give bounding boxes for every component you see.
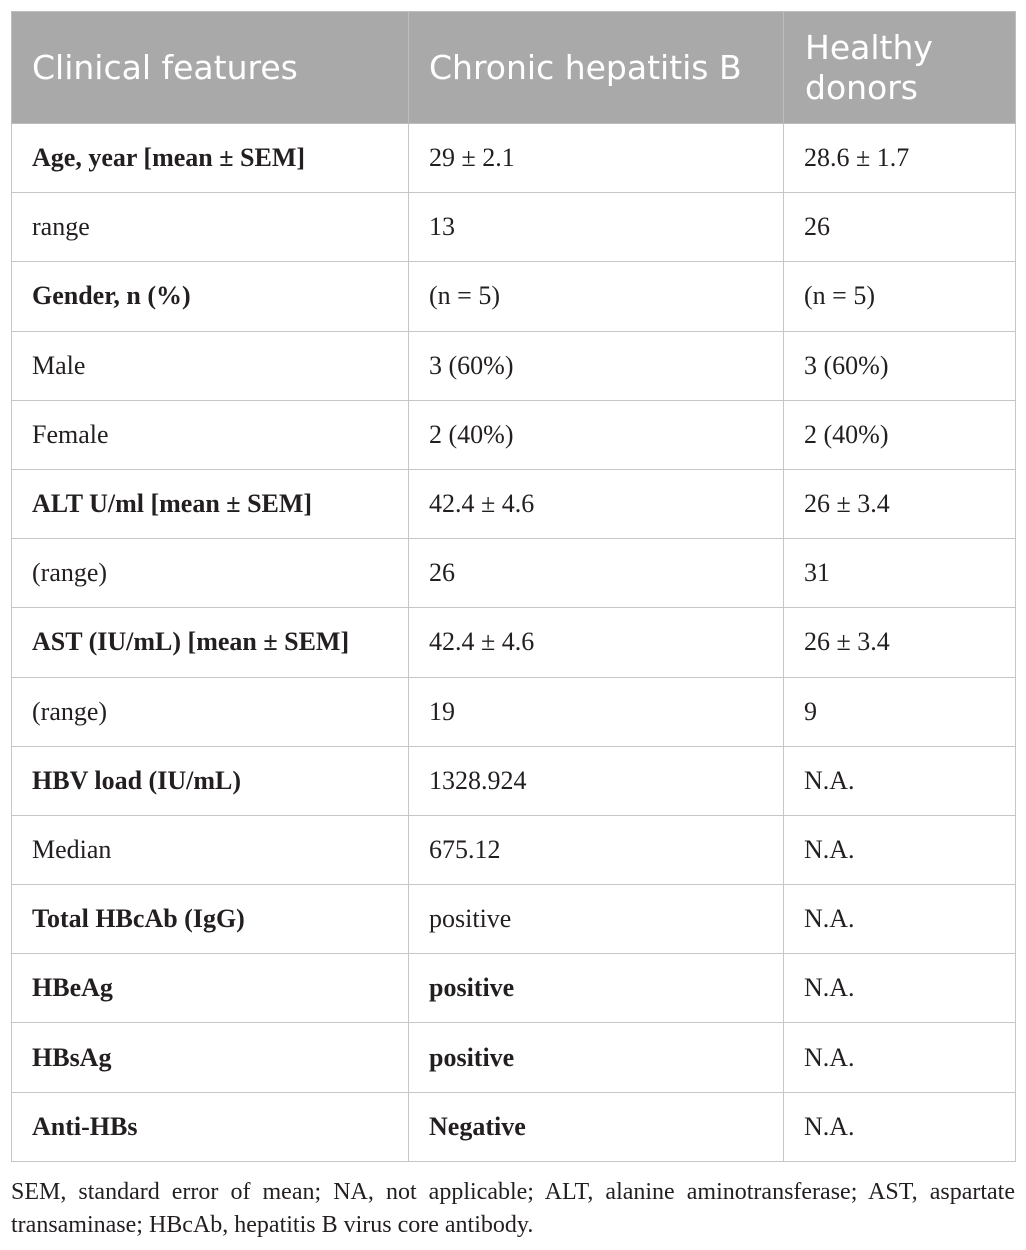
feature-cell: Anti-HBs bbox=[12, 1092, 409, 1161]
chronic-hepatitis-b-cell: 19 bbox=[409, 677, 784, 746]
healthy-donors-cell: 26 ± 3.4 bbox=[784, 608, 1016, 677]
feature-cell: Median bbox=[12, 815, 409, 884]
chronic-hepatitis-b-cell: 42.4 ± 4.6 bbox=[409, 469, 784, 538]
feature-cell: ALT U/ml [mean ± SEM] bbox=[12, 469, 409, 538]
chronic-hepatitis-b-cell: 13 bbox=[409, 193, 784, 262]
feature-cell: (range) bbox=[12, 539, 409, 608]
chronic-hepatitis-b-cell: 26 bbox=[409, 539, 784, 608]
table-row bbox=[12, 954, 1016, 1023]
table-body bbox=[12, 124, 1016, 1162]
chronic-hepatitis-b-cell: Negative bbox=[409, 1092, 784, 1161]
feature-cell: Female bbox=[12, 400, 409, 469]
healthy-donors-cell: 26 ± 3.4 bbox=[784, 469, 1016, 538]
chronic-hepatitis-b-cell: 3 (60%) bbox=[409, 331, 784, 400]
feature-cell: (range) bbox=[12, 677, 409, 746]
table-row bbox=[12, 539, 1016, 608]
feature-cell: HBsAg bbox=[12, 1023, 409, 1092]
feature-cell: HBV load (IU/mL) bbox=[12, 746, 409, 815]
healthy-donors-cell: 31 bbox=[784, 539, 1016, 608]
header-chronic-hepatitis-b: Chronic hepatitis B bbox=[409, 12, 784, 124]
feature-cell: Gender, n (%) bbox=[12, 262, 409, 331]
table-row bbox=[12, 1092, 1016, 1161]
clinical-features-table bbox=[11, 11, 1016, 1162]
table-row bbox=[12, 608, 1016, 677]
chronic-hepatitis-b-cell: 2 (40%) bbox=[409, 400, 784, 469]
table-row bbox=[12, 469, 1016, 538]
table-row bbox=[12, 400, 1016, 469]
healthy-donors-cell: 26 bbox=[784, 193, 1016, 262]
healthy-donors-cell: N.A. bbox=[784, 1023, 1016, 1092]
feature-cell: HBeAg bbox=[12, 954, 409, 1023]
table-row bbox=[12, 193, 1016, 262]
feature-cell: Male bbox=[12, 331, 409, 400]
healthy-donors-cell: N.A. bbox=[784, 815, 1016, 884]
chronic-hepatitis-b-cell: positive bbox=[409, 1023, 784, 1092]
healthy-donors-cell: N.A. bbox=[784, 885, 1016, 954]
healthy-donors-cell: N.A. bbox=[784, 1092, 1016, 1161]
healthy-donors-cell: N.A. bbox=[784, 746, 1016, 815]
table-row bbox=[12, 815, 1016, 884]
healthy-donors-cell: (n = 5) bbox=[784, 262, 1016, 331]
healthy-donors-cell: N.A. bbox=[784, 954, 1016, 1023]
chronic-hepatitis-b-cell: positive bbox=[409, 885, 784, 954]
chronic-hepatitis-b-cell: positive bbox=[409, 954, 784, 1023]
chronic-hepatitis-b-cell: (n = 5) bbox=[409, 262, 784, 331]
table-row bbox=[12, 124, 1016, 193]
table-row bbox=[12, 1023, 1016, 1092]
table-row bbox=[12, 746, 1016, 815]
header-clinical-features: Clinical features bbox=[12, 12, 409, 124]
chronic-hepatitis-b-cell: 42.4 ± 4.6 bbox=[409, 608, 784, 677]
header-row bbox=[12, 12, 1016, 124]
table-header bbox=[12, 12, 1016, 124]
healthy-donors-cell: 2 (40%) bbox=[784, 400, 1016, 469]
clinical-features-table-container bbox=[11, 11, 1015, 1162]
chronic-hepatitis-b-cell: 675.12 bbox=[409, 815, 784, 884]
table-row bbox=[12, 885, 1016, 954]
feature-cell: Age, year [mean ± SEM] bbox=[12, 124, 409, 193]
table-row bbox=[12, 262, 1016, 331]
table-row bbox=[12, 331, 1016, 400]
table-footnote: SEM, standard error of mean; NA, not applicable; ALT, alanine aminotransferase; AST, aspartate transaminase; HBcAb, hepatitis B virus core antibody. bbox=[11, 1179, 1015, 1238]
chronic-hepatitis-b-cell: 29 ± 2.1 bbox=[409, 124, 784, 193]
chronic-hepatitis-b-cell: 1328.924 bbox=[409, 746, 784, 815]
feature-cell: Total HBcAb (IgG) bbox=[12, 885, 409, 954]
header-healthy-donors: Healthy donors bbox=[784, 12, 1016, 124]
feature-cell: AST (IU/mL) [mean ± SEM] bbox=[12, 608, 409, 677]
feature-cell: range bbox=[12, 193, 409, 262]
healthy-donors-cell: 3 (60%) bbox=[784, 331, 1016, 400]
healthy-donors-cell: 9 bbox=[784, 677, 1016, 746]
healthy-donors-cell: 28.6 ± 1.7 bbox=[784, 124, 1016, 193]
table-row bbox=[12, 677, 1016, 746]
